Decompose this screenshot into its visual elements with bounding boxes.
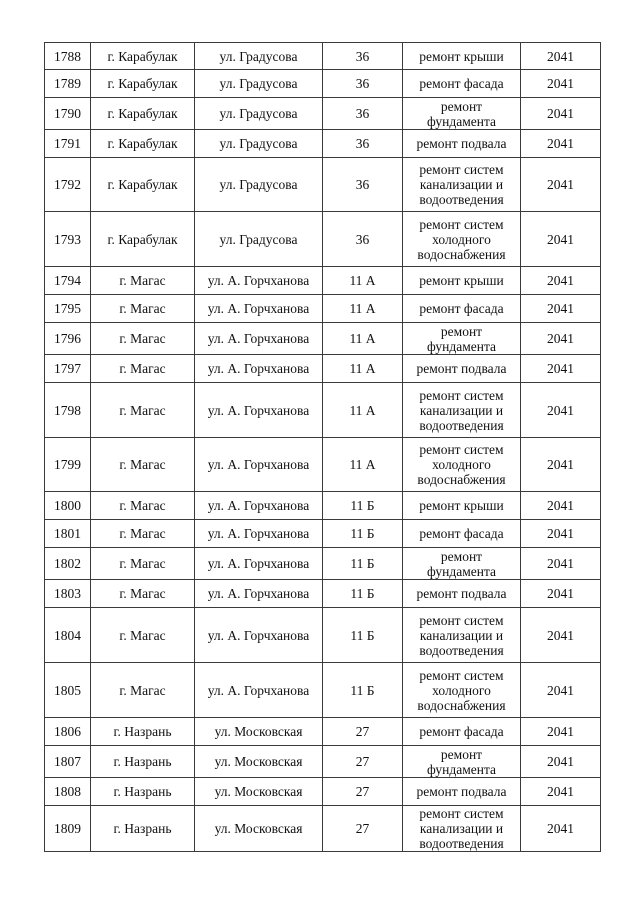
cell-street: ул. А. Горчханова — [195, 295, 323, 323]
repair-schedule-table — [44, 42, 601, 852]
cell-year: 2041 — [521, 295, 601, 323]
cell-num: 1793 — [45, 212, 91, 267]
cell-street: ул. Московская — [195, 778, 323, 806]
cell-house: 27 — [323, 778, 403, 806]
table-row — [45, 608, 601, 663]
cell-num: 1788 — [45, 43, 91, 70]
cell-work: ремонт фасада — [403, 520, 521, 548]
cell-street: ул. Московская — [195, 746, 323, 778]
cell-city: г. Карабулак — [91, 130, 195, 158]
table-row — [45, 580, 601, 608]
cell-num: 1808 — [45, 778, 91, 806]
cell-year: 2041 — [521, 806, 601, 852]
cell-year: 2041 — [521, 212, 601, 267]
cell-year: 2041 — [521, 158, 601, 212]
table-body — [45, 43, 601, 852]
cell-house: 11 Б — [323, 548, 403, 580]
table-row — [45, 492, 601, 520]
cell-work: ремонт систем канализации и водоотведения — [403, 608, 521, 663]
cell-city: г. Магас — [91, 608, 195, 663]
table-row — [45, 746, 601, 778]
cell-num: 1791 — [45, 130, 91, 158]
cell-house: 11 А — [323, 295, 403, 323]
cell-num: 1798 — [45, 383, 91, 438]
cell-city: г. Назрань — [91, 718, 195, 746]
cell-work: ремонт фундамента — [403, 323, 521, 355]
cell-year: 2041 — [521, 383, 601, 438]
cell-num: 1804 — [45, 608, 91, 663]
cell-year: 2041 — [521, 663, 601, 718]
cell-work: ремонт крыши — [403, 43, 521, 70]
cell-num: 1800 — [45, 492, 91, 520]
cell-house: 27 — [323, 746, 403, 778]
cell-street: ул. А. Горчханова — [195, 355, 323, 383]
cell-city: г. Магас — [91, 267, 195, 295]
cell-num: 1805 — [45, 663, 91, 718]
table-row — [45, 158, 601, 212]
cell-street: ул. Градусова — [195, 98, 323, 130]
cell-city: г. Карабулак — [91, 43, 195, 70]
cell-year: 2041 — [521, 323, 601, 355]
cell-house: 27 — [323, 806, 403, 852]
cell-year: 2041 — [521, 98, 601, 130]
cell-work: ремонт систем канализации и водоотведения — [403, 158, 521, 212]
cell-street: ул. А. Горчханова — [195, 663, 323, 718]
cell-house: 27 — [323, 718, 403, 746]
table-row — [45, 806, 601, 852]
cell-house: 11 Б — [323, 663, 403, 718]
cell-street: ул. А. Горчханова — [195, 267, 323, 295]
cell-house: 36 — [323, 43, 403, 70]
cell-num: 1799 — [45, 438, 91, 492]
cell-year: 2041 — [521, 548, 601, 580]
cell-house: 36 — [323, 130, 403, 158]
cell-house: 36 — [323, 70, 403, 98]
cell-work: ремонт фасада — [403, 70, 521, 98]
cell-work: ремонт систем канализации и водоотведения — [403, 806, 521, 852]
cell-work: ремонт крыши — [403, 492, 521, 520]
cell-num: 1806 — [45, 718, 91, 746]
table-row — [45, 70, 601, 98]
cell-street: ул. А. Горчханова — [195, 383, 323, 438]
cell-house: 36 — [323, 212, 403, 267]
cell-street: ул. Градусова — [195, 158, 323, 212]
cell-house: 11 А — [323, 438, 403, 492]
cell-year: 2041 — [521, 130, 601, 158]
cell-city: г. Карабулак — [91, 98, 195, 130]
cell-work: ремонт фасада — [403, 718, 521, 746]
cell-work: ремонт систем холодного водоснабжения — [403, 663, 521, 718]
cell-city: г. Карабулак — [91, 212, 195, 267]
cell-year: 2041 — [521, 718, 601, 746]
cell-street: ул. Московская — [195, 718, 323, 746]
table-row — [45, 295, 601, 323]
cell-street: ул. А. Горчханова — [195, 520, 323, 548]
table-row — [45, 355, 601, 383]
cell-num: 1809 — [45, 806, 91, 852]
cell-year: 2041 — [521, 43, 601, 70]
cell-street: ул. Градусова — [195, 212, 323, 267]
table-row — [45, 778, 601, 806]
cell-street: ул. А. Горчханова — [195, 438, 323, 492]
table-row — [45, 438, 601, 492]
cell-city: г. Карабулак — [91, 70, 195, 98]
cell-year: 2041 — [521, 492, 601, 520]
cell-num: 1790 — [45, 98, 91, 130]
table-row — [45, 663, 601, 718]
table-row — [45, 548, 601, 580]
cell-work: ремонт систем холодного водоснабжения — [403, 212, 521, 267]
cell-year: 2041 — [521, 778, 601, 806]
cell-work: ремонт фундамента — [403, 98, 521, 130]
table-row — [45, 43, 601, 70]
cell-work: ремонт фундамента — [403, 746, 521, 778]
cell-house: 11 Б — [323, 492, 403, 520]
cell-num: 1797 — [45, 355, 91, 383]
cell-num: 1792 — [45, 158, 91, 212]
cell-num: 1795 — [45, 295, 91, 323]
cell-house: 11 А — [323, 383, 403, 438]
cell-city: г. Назрань — [91, 746, 195, 778]
cell-work: ремонт фундамента — [403, 548, 521, 580]
cell-house: 36 — [323, 158, 403, 212]
cell-city: г. Магас — [91, 438, 195, 492]
cell-num: 1801 — [45, 520, 91, 548]
cell-street: ул. А. Горчханова — [195, 323, 323, 355]
cell-street: ул. Московская — [195, 806, 323, 852]
table-row — [45, 98, 601, 130]
cell-year: 2041 — [521, 608, 601, 663]
cell-house: 11 А — [323, 323, 403, 355]
table-row — [45, 520, 601, 548]
table-row — [45, 323, 601, 355]
cell-house: 11 А — [323, 267, 403, 295]
cell-year: 2041 — [521, 580, 601, 608]
cell-city: г. Назрань — [91, 778, 195, 806]
cell-city: г. Магас — [91, 663, 195, 718]
cell-year: 2041 — [521, 438, 601, 492]
cell-num: 1803 — [45, 580, 91, 608]
cell-city: г. Магас — [91, 520, 195, 548]
cell-city: г. Карабулак — [91, 158, 195, 212]
cell-year: 2041 — [521, 70, 601, 98]
cell-city: г. Магас — [91, 295, 195, 323]
cell-year: 2041 — [521, 355, 601, 383]
cell-num: 1789 — [45, 70, 91, 98]
cell-city: г. Магас — [91, 323, 195, 355]
cell-street: ул. Градусова — [195, 70, 323, 98]
cell-year: 2041 — [521, 746, 601, 778]
cell-street: ул. А. Горчханова — [195, 548, 323, 580]
cell-city: г. Магас — [91, 492, 195, 520]
cell-street: ул. Градусова — [195, 43, 323, 70]
cell-year: 2041 — [521, 267, 601, 295]
cell-house: 11 Б — [323, 580, 403, 608]
cell-street: ул. А. Горчханова — [195, 580, 323, 608]
table-row — [45, 212, 601, 267]
cell-house: 11 Б — [323, 608, 403, 663]
cell-city: г. Назрань — [91, 806, 195, 852]
cell-city: г. Магас — [91, 355, 195, 383]
table-row — [45, 267, 601, 295]
table-row — [45, 130, 601, 158]
cell-work: ремонт систем холодного водоснабжения — [403, 438, 521, 492]
cell-street: ул. А. Горчханова — [195, 492, 323, 520]
cell-num: 1794 — [45, 267, 91, 295]
cell-house: 11 Б — [323, 520, 403, 548]
cell-num: 1807 — [45, 746, 91, 778]
cell-work: ремонт подвала — [403, 778, 521, 806]
cell-house: 11 А — [323, 355, 403, 383]
table-row — [45, 383, 601, 438]
cell-work: ремонт подвала — [403, 130, 521, 158]
table-row — [45, 718, 601, 746]
cell-year: 2041 — [521, 520, 601, 548]
cell-work: ремонт систем канализации и водоотведения — [403, 383, 521, 438]
cell-city: г. Магас — [91, 383, 195, 438]
cell-city: г. Магас — [91, 580, 195, 608]
cell-street: ул. А. Горчханова — [195, 608, 323, 663]
cell-num: 1802 — [45, 548, 91, 580]
cell-work: ремонт подвала — [403, 355, 521, 383]
cell-work: ремонт подвала — [403, 580, 521, 608]
cell-work: ремонт фасада — [403, 295, 521, 323]
cell-street: ул. Градусова — [195, 130, 323, 158]
cell-house: 36 — [323, 98, 403, 130]
cell-work: ремонт крыши — [403, 267, 521, 295]
cell-city: г. Магас — [91, 548, 195, 580]
cell-num: 1796 — [45, 323, 91, 355]
